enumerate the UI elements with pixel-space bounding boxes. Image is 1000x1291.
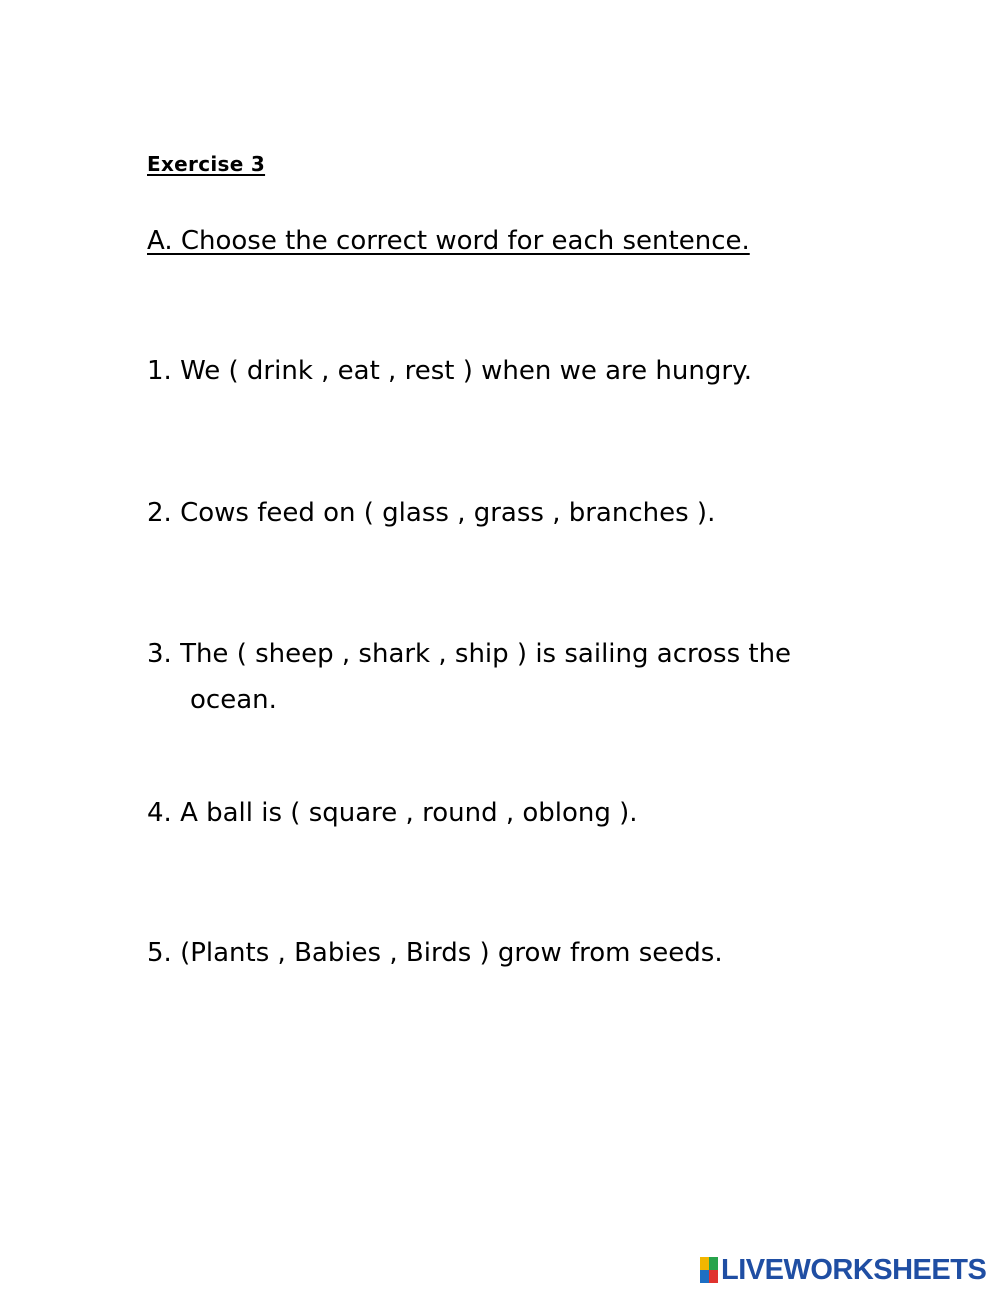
question-1-text: 1. We ( drink , eat , rest ) when we are hungry.	[147, 356, 753, 386]
question-5-text: 5. (Plants , Babies , Birds ) grow from seeds.	[147, 938, 723, 968]
liveworksheets-logo-icon	[700, 1257, 718, 1283]
question-3	[147, 631, 791, 723]
exercise-title: Exercise 3	[147, 152, 266, 176]
question-5	[147, 930, 723, 976]
question-3-continuation: ocean.	[190, 685, 277, 715]
question-2	[147, 490, 715, 536]
brand-text: LIVEWORKSHEETS	[721, 1253, 987, 1286]
question-2-text: 2. Cows feed on ( glass , grass , branches ).	[147, 498, 716, 528]
question-4-text: 4. A ball is ( square , round , oblong ).	[147, 798, 638, 828]
question-4	[147, 790, 638, 836]
question-3-text: 3. The ( sheep , shark , ship ) is sailing across the	[147, 639, 792, 669]
liveworksheets-brand	[700, 1254, 986, 1286]
question-1	[147, 348, 752, 394]
instruction-heading: A. Choose the correct word for each sentence.	[147, 226, 750, 256]
